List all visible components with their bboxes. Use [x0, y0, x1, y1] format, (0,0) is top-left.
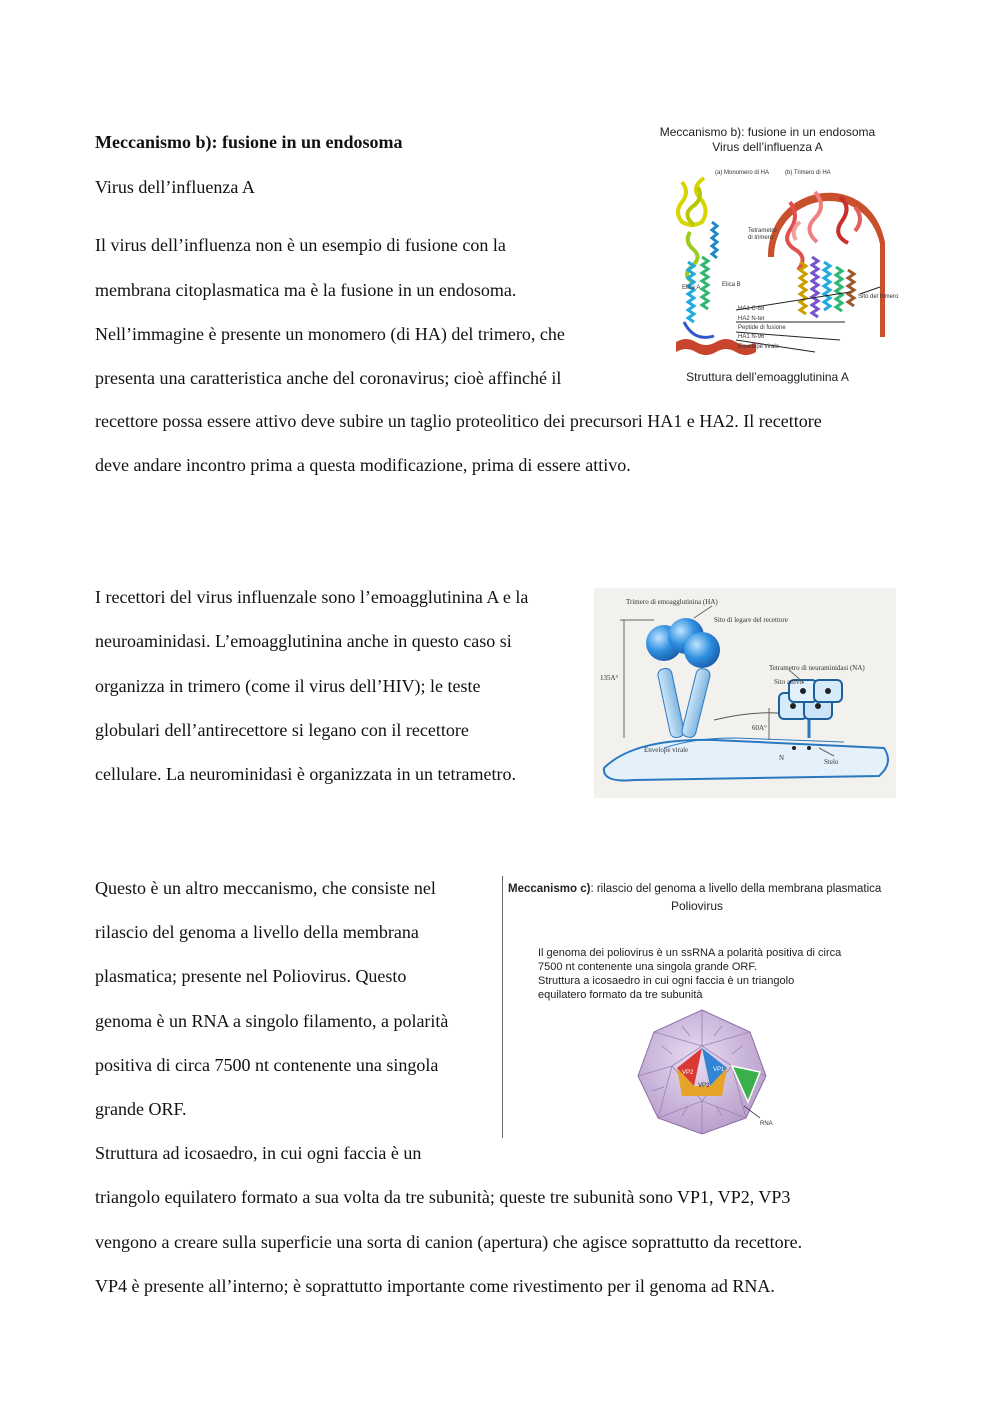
- text-line: Questo è un altro meccanismo, che consiste nel: [95, 878, 436, 898]
- label-stelo: Stelo: [824, 758, 839, 766]
- text-line: membrana citoplasmatica ma è la fusione in un endosoma.: [95, 280, 517, 300]
- diagram-label: HA2 N-ter: [738, 316, 765, 322]
- text-line: rilascio del genoma a livello della membrana: [95, 922, 419, 942]
- figure-title: [508, 883, 881, 895]
- figure-desc-line: equilatero formato da tre subunità: [538, 989, 703, 1001]
- diagram-label: HA1 N-96: [738, 334, 765, 340]
- label-60: 60A°: [752, 724, 767, 732]
- text-line: VP4 è presente all’interno; è soprattutto importante come rivestimento per il genoma ad RNA.: [95, 1276, 775, 1296]
- text-line: grande ORF.: [95, 1099, 187, 1119]
- vp3-label: VP3: [698, 1083, 710, 1089]
- diagram-label: Peptide di fusione: [738, 325, 786, 331]
- text-line: globulari dell’antirecettore si legano con il recettore: [95, 720, 469, 740]
- diagram-label: Elica A: [682, 285, 701, 291]
- text-line: Nell’immagine è presente un monomero (di HA) del trimero, che: [95, 324, 565, 344]
- text-line: organizza in trimero (come il virus dell’HIV); le teste: [95, 676, 481, 696]
- text-line: presenta una caratteristica anche del coronavirus; cioè affinché il: [95, 368, 562, 388]
- text-line: plasmatica; presente nel Poliovirus. Questo: [95, 966, 407, 986]
- panel-b-label: (b) Trimero di HA: [785, 170, 831, 176]
- text-line: deve andare incontro prima a questa modificazione, prima di essere attivo.: [95, 455, 631, 475]
- vp2-label: VP2: [682, 1070, 694, 1076]
- section-b-title: Meccanismo b): fusione in un endosoma: [95, 132, 403, 152]
- figure-caption: Struttura dell’emoagglutinina A: [686, 370, 849, 384]
- diagram-label: Elica B: [722, 282, 741, 288]
- hemagglutinin-structure-figure: [640, 122, 899, 392]
- text-line: neuroaminidasi. L’emoagglutinina anche in questo caso si: [95, 631, 512, 651]
- label-135: 135A°: [600, 674, 619, 682]
- diagram-label: Sito del trimero: [858, 294, 899, 300]
- figure-title-rest: : rilascio del genoma a livello della membrana plasmatica: [590, 883, 882, 895]
- figure-title: Meccanismo b): fusione in un endosoma: [659, 125, 876, 139]
- figure-subtitle: Poliovirus: [670, 899, 724, 913]
- text-line: recettore possa essere attivo deve subire un taglio proteolitico dei precursori HA1 e HA2. Il recettore: [95, 411, 822, 431]
- icosahedron-capsid: [632, 1006, 772, 1136]
- figure-left-border: [502, 876, 503, 1138]
- text-line: I recettori del virus influenzale sono l’emoagglutinina A e la: [95, 587, 529, 607]
- panel-a-label: (a) Monomero di HA: [715, 170, 770, 176]
- ha-na-diagram-figure: [594, 588, 896, 798]
- label-active-site: Sito attivo: [774, 678, 803, 686]
- label-tetramer: Tetrametro di neuraminidasi (NA): [769, 664, 865, 672]
- poliovirus-figure: [502, 876, 902, 1140]
- text-line: vengono a creare sulla superficie una sorta di canion (apertura) che agisce soprattutto da recettore.: [95, 1232, 803, 1252]
- diagram-label: di trimero: [748, 235, 774, 241]
- text-line: cellulare. La neurominidasi è organizzata in un tetrametro.: [95, 764, 516, 784]
- section-b-subtitle: Virus dell’influenza A: [95, 177, 255, 197]
- label-n: N: [779, 754, 785, 762]
- diagram-label: HA1 C-88: [738, 306, 765, 312]
- vp1-label: VP1: [713, 1067, 725, 1073]
- label-trimer: Trimero di emoagglutinina (HA): [626, 598, 718, 606]
- protein-ribbon-diagram: [640, 162, 895, 402]
- figure-title-bold: Meccanismo c): [508, 883, 591, 895]
- figure-subtitle: Virus dell’influenza A: [712, 140, 823, 154]
- text-line: Il virus dell’influenza non è un esempio di fusione con la: [95, 235, 506, 255]
- diagram-label: Tetrametro: [748, 228, 777, 234]
- figure-desc-line: Il genoma dei poliovirus è un ssRNA a polarità positiva di circa: [538, 947, 842, 959]
- figure-desc-line: Struttura a icosaedro in cui ogni faccia è un triangolo: [538, 975, 795, 987]
- text-line: triangolo equilatero formato a sua volta da tre subunità; queste tre subunità sono VP1, VP2, VP3: [95, 1187, 791, 1207]
- text-line: positiva di circa 7500 nt contenente una singola: [95, 1055, 439, 1075]
- label-binding-site: Sito di legare del recettore: [714, 616, 788, 624]
- figure-desc-line: 7500 nt contenente una singola grande ORF.: [538, 961, 757, 973]
- label-envelope: Envelope virale: [644, 746, 689, 754]
- text-line: Struttura ad icosaedro, in cui ogni faccia è un: [95, 1143, 422, 1163]
- rna-label: RNA: [760, 1121, 773, 1127]
- text-line: genoma è un RNA a singolo filamento, a polarità: [95, 1011, 449, 1031]
- diagram-label: Envelope virale: [738, 344, 780, 350]
